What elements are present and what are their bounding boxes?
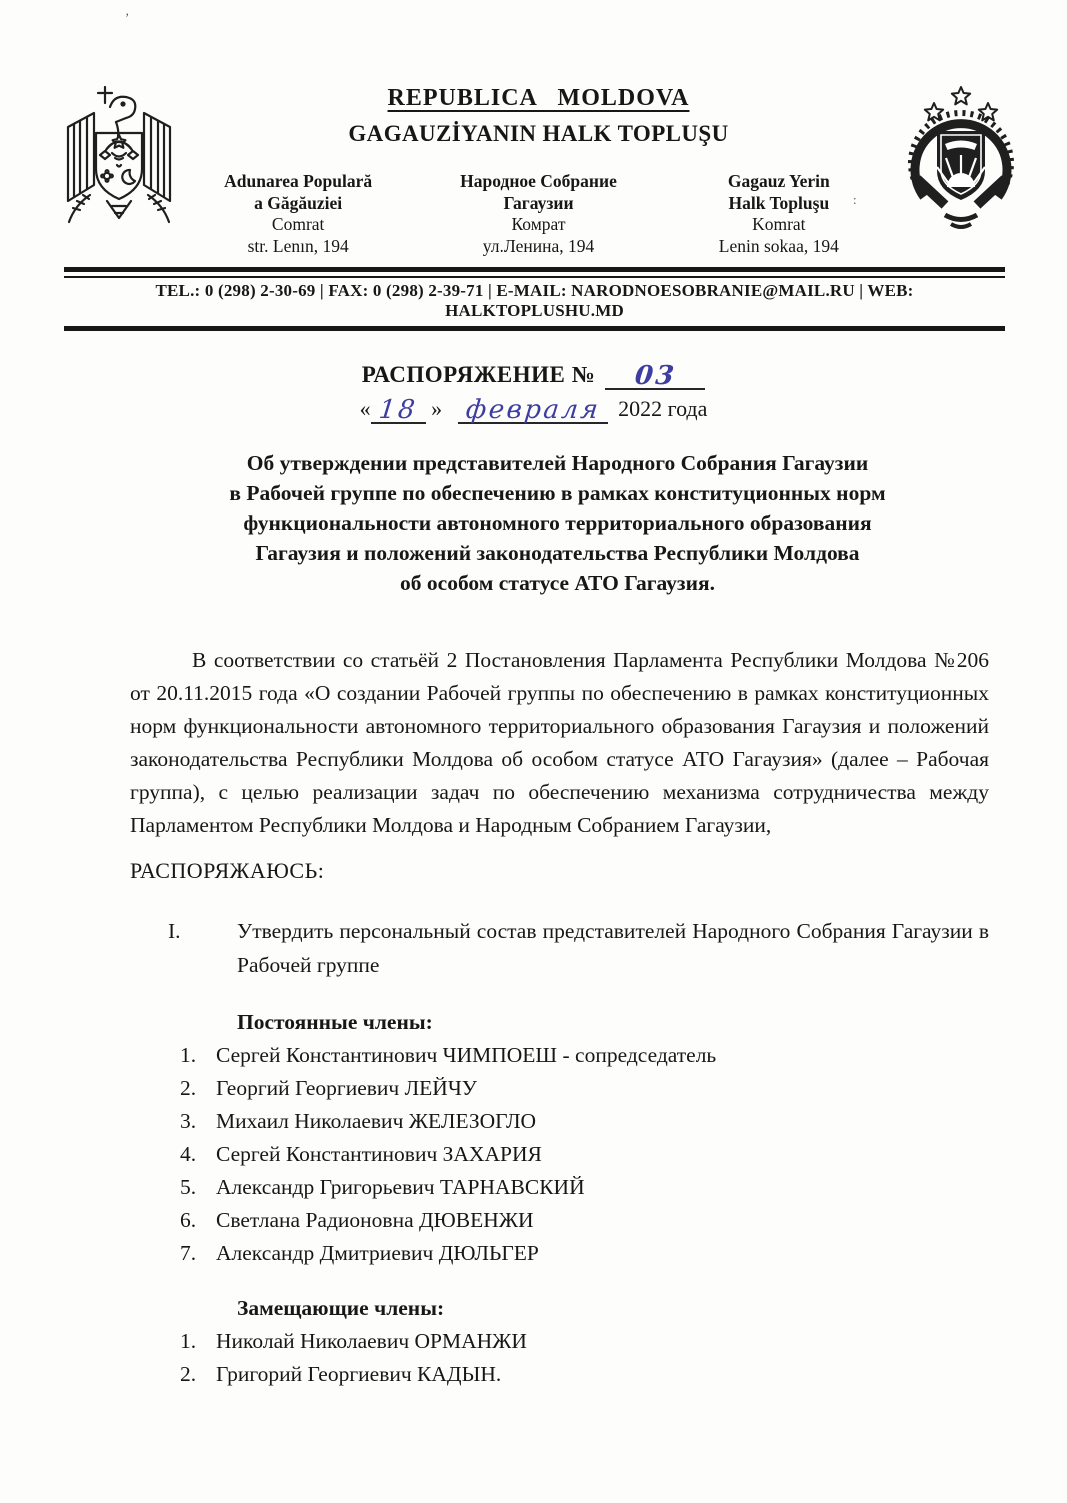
- list-item: 1. Николай Николаевич ОРМАНЖИ: [180, 1325, 1067, 1358]
- order-number-handwritten: 03: [633, 361, 678, 391]
- subject-line: в Рабочей группе по обеспечению в рамках конституционных норм: [229, 481, 886, 505]
- member-name: Николай Николаевич ОРМАНЖИ: [216, 1329, 527, 1353]
- member-name: Григорий Георгиевич КАДЫН.: [216, 1362, 502, 1386]
- contact-line: TEL.: 0 (298) 2-30-69 | FAX: 0 (298) 2-39-71 | E-MAIL: NARODNOESOBRANIE@MAIL.RU | WEB: HALKTOPLUSHU.MD: [64, 276, 1005, 331]
- member-name: Александр Дмитриевич ДЮЛЬГЕР: [216, 1241, 539, 1265]
- list-item: 7. Александр Дмитриевич ДЮЛЬГЕР: [180, 1237, 1067, 1270]
- address-columns: [178, 171, 899, 257]
- subject-line: Гагаузия и положений законодательства Республики Молдова: [255, 541, 860, 565]
- order-year: 2022 года: [618, 396, 708, 421]
- order-heading: [0, 361, 1067, 390]
- preamble-paragraph: В соответствии со статьёй 2 Постановления Парламента Республики Молдова №206 от 20.11.2015 года «О создании Рабочей группы по обеспечению в рамках конституционных норм функциональности автономного территориального образования Гагаузия и положений законодательства Республики Молдова об особом статусе АТО Гагаузия» (далее – Рабочая группа), с целью реализации задач по обеспечению механизма сотрудничества между Парламентом Республики Молдова и Народным Собранием Гагаузии,: [130, 648, 989, 837]
- letterhead: [0, 0, 1067, 257]
- member-name: Александр Григорьевич ТАРНАВСКИЙ: [216, 1175, 585, 1199]
- subject-line: Об утверждении представителей Народного Собрания Гагаузии: [246, 451, 869, 475]
- item-numeral: I.: [168, 919, 181, 943]
- order-subject: [132, 448, 983, 598]
- header-assembly-title: GAGAUZİYANIN HALK TOPLUŞU: [348, 121, 729, 146]
- member-name: Георгий Георгиевич ЛЕЙЧУ: [216, 1076, 478, 1100]
- open-quote: «: [359, 396, 371, 421]
- list-item: 5. Александр Григорьевич ТАРНАВСКИЙ: [180, 1171, 1067, 1204]
- decree-word: РАСПОРЯЖАЮСЬ:: [130, 858, 325, 883]
- header-country-title: REPUBLICA MOLDOVA: [387, 85, 690, 111]
- scan-artifact: :: [853, 192, 857, 207]
- order-month-handwritten: февраля: [464, 395, 602, 425]
- list-item: 2. Георгий Георгиевич ЛЕЙЧУ: [180, 1072, 1067, 1105]
- address-russian: Народное Собрание Гагаузии Комрат ул.Ленина, 194: [460, 171, 617, 256]
- order-date-line: [0, 395, 1067, 424]
- member-name: Сергей Константинович ЗАХАРИЯ: [216, 1142, 542, 1166]
- member-name: Михаил Николаевич ЖЕЛЕЗОГЛО: [216, 1109, 537, 1133]
- subject-line: функциональности автономного территориального образования: [243, 511, 872, 535]
- list-item: 4. Сергей Константинович ЗАХАРИЯ: [180, 1138, 1067, 1171]
- subject-line: об особом статусе АТО Гагаузия.: [400, 571, 715, 595]
- list-item: 1. Сергей Константинович ЧИМПОЕШ - сопредседатель: [180, 1039, 1067, 1072]
- list-item: 6. Светлана Радионовна ДЮВЕНЖИ: [180, 1204, 1067, 1237]
- permanent-members-heading: Постоянные члены:: [237, 1010, 433, 1034]
- order-day-handwritten: 18: [377, 395, 419, 425]
- substitute-members-heading: Замещающие члены:: [237, 1296, 445, 1320]
- member-name: Светлана Радионовна ДЮВЕНЖИ: [216, 1208, 534, 1232]
- decree-item-1: [168, 914, 989, 982]
- address-romanian: Adunarea Populară a Găgăuziei Comrat str. Lenın, 194: [224, 171, 373, 256]
- moldova-coat-of-arms-icon: [60, 83, 178, 228]
- contact-bar: [64, 267, 1005, 331]
- gagauzia-coat-of-arms-icon: [899, 83, 1023, 231]
- list-item: 2. Григорий Георгиевич КАДЫН.: [180, 1358, 1067, 1391]
- member-name: Сергей Константинович ЧИМПОЕШ - сопредседатель: [216, 1043, 717, 1067]
- item-text: Утвердить персональный состав представителей Народного Собрания Гагаузии в Рабочей группе: [237, 919, 989, 977]
- list-item: 3. Михаил Николаевич ЖЕЛЕЗОГЛО: [180, 1105, 1067, 1138]
- close-quote: »: [431, 396, 443, 421]
- scan-artifact: ’: [125, 10, 130, 25]
- address-gagauz: Gagauz Yerin Halk Topluşu Komrat Lenin sokaa, 194: [718, 171, 839, 256]
- order-heading-prefix: РАСПОРЯЖЕНИЕ №: [361, 362, 596, 387]
